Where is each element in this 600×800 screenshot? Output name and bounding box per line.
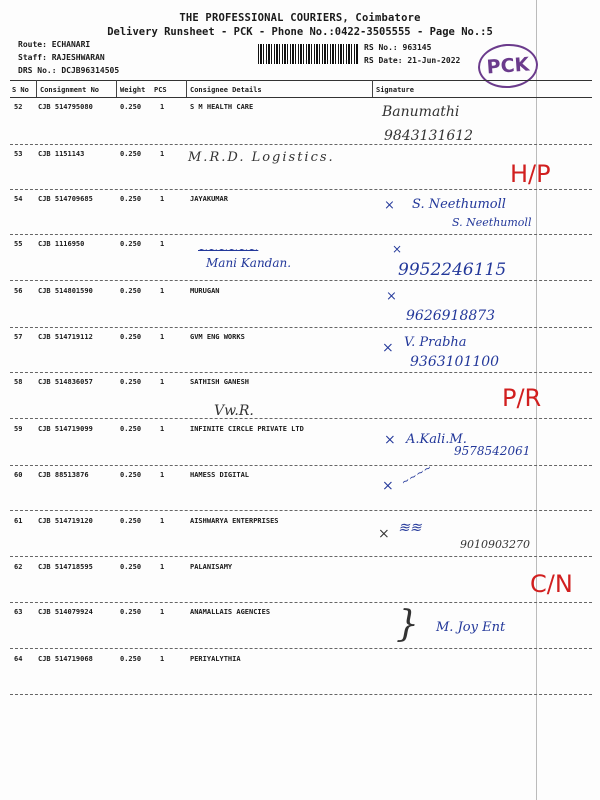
- route-label: Route: ECHANARI: [18, 40, 91, 49]
- row-sno: 57: [14, 333, 23, 341]
- handwritten-signature: Banumathi: [382, 104, 460, 120]
- row-sno: 63: [14, 608, 23, 616]
- handwritten-status-mark: P/R: [502, 384, 542, 412]
- handwritten-x-mark: ×: [384, 198, 395, 213]
- col-divider: [372, 80, 373, 97]
- row-consignee: PERIYALYTHIA: [190, 655, 241, 663]
- row-consignee: PALANISAMY: [190, 563, 233, 571]
- row-sno: 53: [14, 150, 23, 158]
- row-consignment: CJB 88513876: [38, 471, 89, 479]
- row-consignment: CJB 514719099: [38, 425, 93, 433]
- col-header-consignee: Consignee Details: [190, 86, 262, 94]
- staff-label: Staff: RAJESHWARAN: [18, 53, 105, 62]
- row-consignment: CJB 1116950: [38, 240, 85, 248]
- handwritten-bracket: }: [396, 604, 419, 645]
- row-separator: [10, 465, 592, 466]
- row-pcs: 1: [160, 287, 165, 295]
- row-consignee: HAMESS DIGITAL: [190, 471, 250, 479]
- row-consignment: CJB 514836057: [38, 378, 93, 386]
- row-weight: 0.250: [120, 287, 142, 295]
- handwritten-x-mark: ×: [386, 289, 397, 304]
- row-pcs: 1: [160, 103, 165, 111]
- col-divider: [186, 80, 187, 97]
- row-consignment: CJB 514718595: [38, 563, 93, 571]
- row-consignment: CJB 514719068: [38, 655, 93, 663]
- row-pcs: 1: [160, 608, 165, 616]
- row-separator: [10, 189, 592, 190]
- runsheet-subtitle: Delivery Runsheet - PCK - Phone No.:0422-3505555 - Page No.:5: [107, 26, 493, 38]
- row-consignment: CJB 1151143: [38, 150, 85, 158]
- handwritten-x-mark: ×: [382, 478, 394, 494]
- handwritten-phone: 9363101100: [410, 354, 500, 370]
- row-consignee: MURUGAN: [190, 287, 220, 295]
- col-divider: [116, 80, 117, 97]
- handwritten-phone: 9952246115: [398, 260, 507, 280]
- row-weight: 0.250: [120, 608, 142, 616]
- row-weight: 0.250: [120, 103, 142, 111]
- row-pcs: 1: [160, 240, 165, 248]
- col-header-signature: Signature: [376, 86, 414, 94]
- row-consignee: S M HEALTH CARE: [190, 103, 254, 111]
- row-pcs: 1: [160, 150, 165, 158]
- row-consignee: INFINITE CIRCLE PRIVATE LTD: [190, 425, 304, 433]
- table-top-rule: [10, 80, 592, 81]
- row-separator: [10, 556, 592, 557]
- row-weight: 0.250: [120, 240, 142, 248]
- col-header-sno: S No: [12, 86, 29, 94]
- row-separator: [10, 144, 592, 145]
- row-sno: 59: [14, 425, 23, 433]
- rs-date: RS Date: 21-Jun-2022: [364, 56, 461, 65]
- row-consignment: CJB 514801590: [38, 287, 93, 295]
- row-sno: 52: [14, 103, 23, 111]
- row-separator: [10, 234, 592, 235]
- row-pcs: 1: [160, 378, 165, 386]
- rs-number: RS No.: 963145: [364, 43, 432, 52]
- row-sno: 64: [14, 655, 23, 663]
- col-divider: [36, 80, 37, 97]
- company-title: THE PROFESSIONAL COURIERS, Coimbatore: [179, 12, 421, 24]
- row-weight: 0.250: [120, 150, 142, 158]
- row-sno: 61: [14, 517, 23, 525]
- row-separator: [10, 602, 592, 603]
- row-separator: [10, 648, 592, 649]
- row-consignee: SATHISH GANESH: [190, 378, 250, 386]
- col-header-pcs: PCS: [154, 86, 167, 94]
- row-weight: 0.250: [120, 333, 142, 341]
- row-consignment: CJB 514719120: [38, 517, 93, 525]
- handwritten-phone: 9010903270: [460, 538, 530, 551]
- handwritten-initial: Vw.R.: [214, 403, 254, 419]
- row-weight: 0.250: [120, 378, 142, 386]
- row-separator: [10, 372, 592, 373]
- row-pcs: 1: [160, 471, 165, 479]
- row-weight: 0.250: [120, 563, 142, 571]
- row-weight: 0.250: [120, 425, 142, 433]
- row-consignee: GVM ENG WORKS: [190, 333, 245, 341]
- col-header-weight: Weight: [120, 86, 146, 94]
- handwritten-phone: 9578542061: [454, 444, 531, 458]
- handwritten-scribble: ~~~~~~: [198, 243, 259, 257]
- handwritten-scribble: ≋≋: [398, 520, 422, 536]
- row-consignment: CJB 514795080: [38, 103, 93, 111]
- row-pcs: 1: [160, 563, 165, 571]
- barcode-image: [258, 44, 358, 64]
- handwritten-x-mark: ×: [382, 340, 394, 356]
- row-consignment: CJB 514709685: [38, 195, 93, 203]
- row-sno: 56: [14, 287, 23, 295]
- row-sno: 58: [14, 378, 23, 386]
- row-sno: 54: [14, 195, 23, 203]
- handwritten-x-mark: ×: [384, 432, 396, 448]
- handwritten-x-mark: ×: [392, 242, 403, 256]
- row-pcs: 1: [160, 655, 165, 663]
- row-consignee: ANAMALLAIS AGENCIES: [190, 608, 271, 616]
- row-consignment: CJB 514719112: [38, 333, 93, 341]
- handwritten-signature: S. Neethumoll: [412, 197, 506, 212]
- row-sno: 55: [14, 240, 23, 248]
- row-pcs: 1: [160, 517, 165, 525]
- handwritten-scribble: ~~~~: [399, 462, 435, 489]
- handwritten-signature: A.Kali.M.: [406, 432, 467, 447]
- row-separator: [10, 418, 592, 419]
- row-consignee: JAYAKUMAR: [190, 195, 228, 203]
- row-separator: [10, 694, 592, 695]
- handwritten-signature: M. Joy Ent: [436, 620, 506, 635]
- handwritten-consignee: M.R.D. Logistics.: [188, 150, 335, 165]
- handwritten-x-mark: ×: [378, 526, 390, 542]
- col-header-consignment: Consignment No: [40, 86, 100, 94]
- row-separator: [10, 327, 592, 328]
- row-separator: [10, 280, 592, 281]
- pck-stamp: PCK: [477, 42, 540, 90]
- row-weight: 0.250: [120, 471, 142, 479]
- drs-number: DRS No.: DCJB96314505: [18, 66, 120, 75]
- row-weight: 0.250: [120, 517, 142, 525]
- handwritten-signature: S. Neethumoll: [452, 216, 532, 229]
- handwritten-status-mark: H/P: [510, 160, 551, 188]
- row-weight: 0.250: [120, 655, 142, 663]
- row-separator: [10, 510, 592, 511]
- row-weight: 0.250: [120, 195, 142, 203]
- handwritten-status-mark: C/N: [530, 570, 573, 598]
- handwritten-signature: V. Prabha: [404, 335, 467, 350]
- handwritten-consignee: Mani Kandan.: [206, 256, 292, 270]
- handwritten-phone: 9626918873: [406, 308, 496, 324]
- row-pcs: 1: [160, 425, 165, 433]
- row-consignee: AISHWARYA ENTERPRISES: [190, 517, 279, 525]
- row-consignment: CJB 514079924: [38, 608, 93, 616]
- handwritten-phone: 9843131612: [384, 128, 474, 144]
- row-pcs: 1: [160, 195, 165, 203]
- row-pcs: 1: [160, 333, 165, 341]
- table-header-rule: [10, 97, 592, 98]
- row-sno: 60: [14, 471, 23, 479]
- row-sno: 62: [14, 563, 23, 571]
